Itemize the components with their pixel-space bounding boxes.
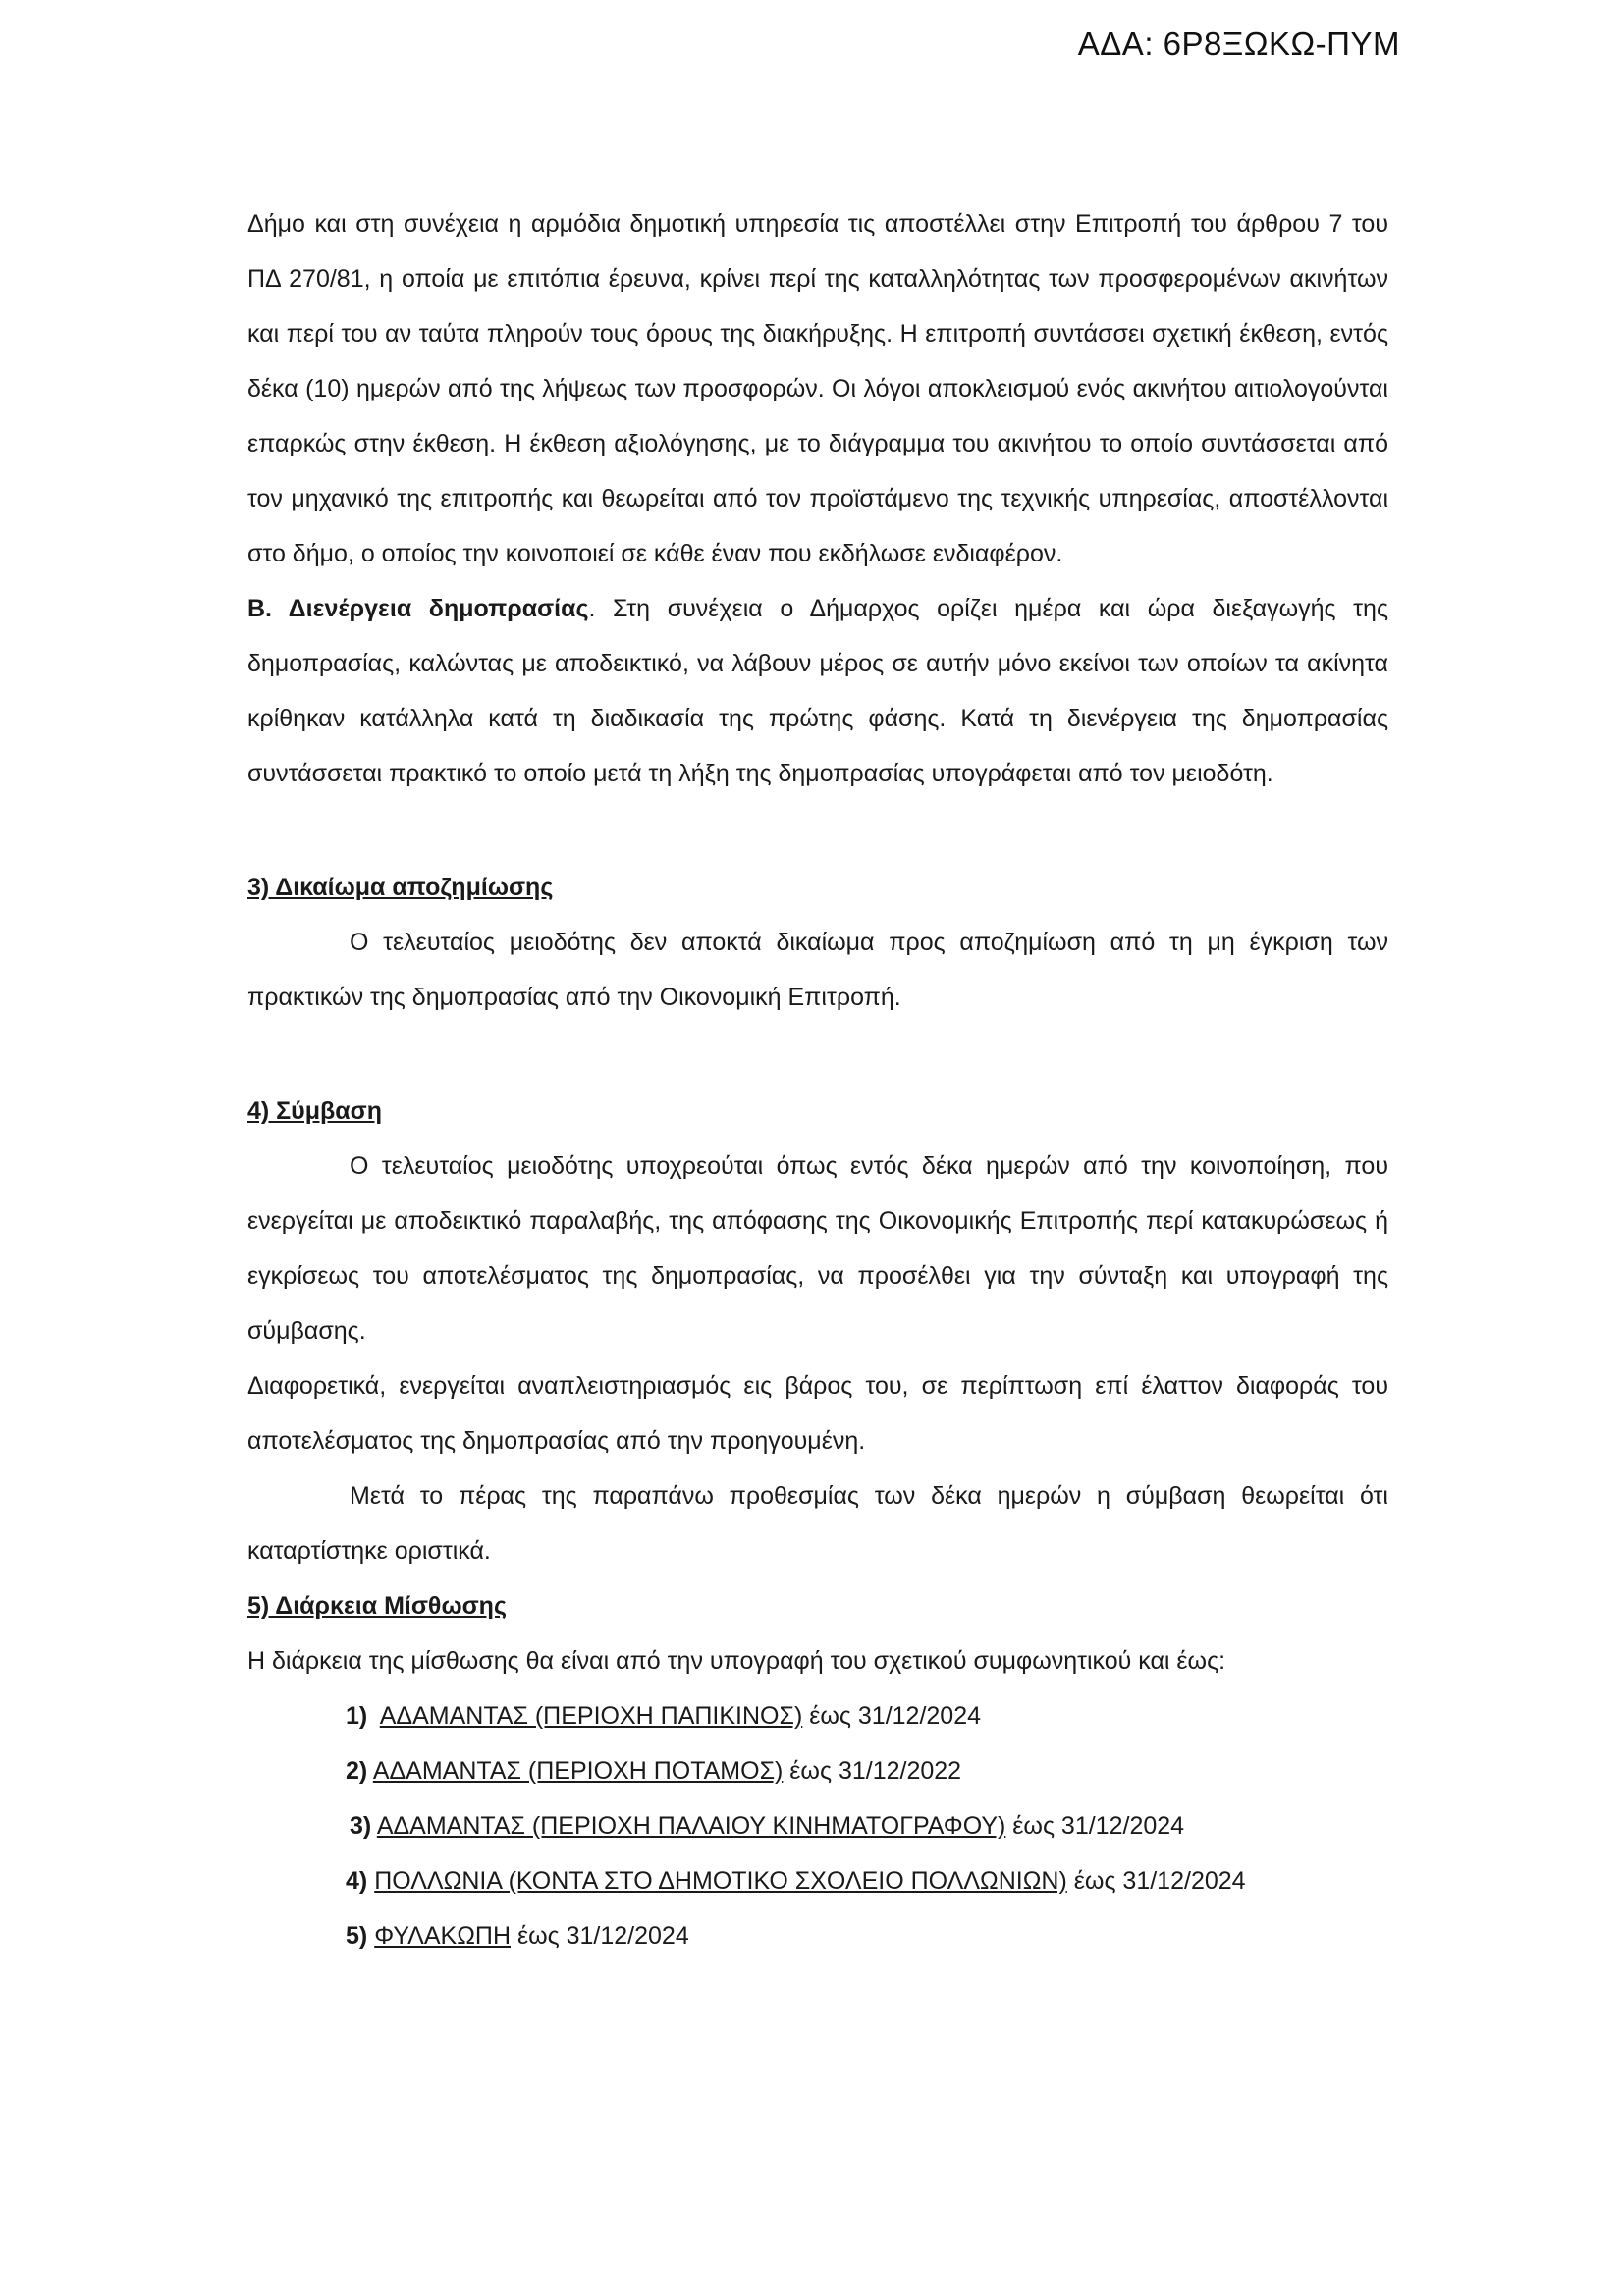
paragraph-evaluation: Δήμο και στη συνέχεια η αρμόδια δημοτική υπηρεσία τις αποστέλλει στην Επιτροπή του άρθρου 7 του ΠΔ 270/81, η οποία με επιτόπια έρευνα, κρίνει περί της καταλληλότητας των προσφερομένων ακινήτων και περί του αν ταύτα πληρούν τους όρους της διακήρυξης. Η επιτροπή συντάσσει σχετική έκθεση, εντός δέκα (10) ημερών από της λήψεως των προσφορών. Οι λόγοι αποκλεισμού ενός ακινήτου αιτιολογούνται επαρκώς στην έκθεση. Η έκθεση αξιολόγησης, με το διάγραμμα του ακινήτου το οποίο συντάσσεται από τον μηχανικό της επιτροπής και θεωρείται από τον προϊστάμενο της τεχνικής υπηρεσίας, αποστέλλονται στο δήμο, ο οποίος την κοινοποιεί σε κάθε έναν που εκδήλωσε ενδιαφέρον. (247, 210, 1388, 567)
list-item: 1) ΑΔΑΜΑΝΤΑΣ (ΠΕΡΙΟΧΗ ΠΑΠΙΚΙΝΟΣ) έως 31/12/2024 (346, 1702, 982, 1730)
document-body (247, 196, 1388, 1963)
section3-text: Ο τελευταίος μειοδότης δεν αποκτά δικαίωμα προς αποζημίωση από τη μη έγκριση των πρακτικών της δημοπρασίας από την Οικονομική Επιτροπή. (247, 929, 1388, 1011)
section4-text3: Μετά το πέρας της παραπάνω προθεσμίας των δέκα ημερών η σύμβαση θεωρείται ότι καταρτίστηκε οριστικά. (247, 1482, 1388, 1565)
section4-text1: Ο τελευταίος μειοδότης υποχρεούται όπως εντός δέκα ημερών από την κοινοποίηση, που ενεργείται με αποδεικτικό παραλαβής, της απόφασης της Οικονομικής Επιτροπής περί κατακυρώσεως ή εγκρίσεως του αποτελέσματος της δημοπρασίας, να προσέλθει για την σύνταξη και υπογραφή της σύμβασης. (247, 1152, 1388, 1345)
auction-text: . Στη συνέχεια ο Δήμαρχος ορίζει ημέρα και ώρα διεξαγωγής της δημοπρασίας, καλώντας με αποδεικτικό, να λάβουν μέρος σε αυτήν μόνο εκείνοι των οποίων τα ακίνητα κρίθηκαν κατάλληλα κατά τη διαδικασία της πρώτης φάσης. Κατά τη διενέργεια της δημοπρασίας συντάσσεται πρακτικό το οποίο μετά τη λήξη της δημοπρασίας υπογράφεται από τον μειοδότη. (247, 595, 1389, 787)
list-item: 5) ΦΥΛΑΚΩΠΗ έως 31/12/2024 (346, 1922, 689, 1949)
spacer (247, 1025, 1388, 1084)
section5-intro: Η διάρκεια της μίσθωσης θα είναι από την υπογραφή του σχετικού συμφωνητικού και έως: (247, 1647, 1226, 1675)
duration-list (247, 1688, 1388, 1963)
paragraph-auction (247, 581, 1388, 801)
spacer (247, 801, 1388, 860)
list-item: 4) ΠΟΛΛΩΝΙΑ (ΚΟΝΤΑ ΣΤΟ ΔΗΜΟΤΙΚΟ ΣΧΟΛΕΙΟ ΠΟΛΛΩΝΙΩΝ) έως 31/12/2024 (346, 1867, 1246, 1895)
section5-title: 5) Διάρκεια Μίσθωσης (247, 1592, 507, 1620)
section3-title: 3) Δικαίωμα αποζημίωσης (247, 874, 554, 901)
section4-text2: Διαφορετικά, ενεργείται αναπλειστηριασμός εις βάρος του, σε περίπτωση επί έλαττον διαφοράς του αποτελέσματος της δημοπρασίας από την προηγουμένη. (247, 1372, 1388, 1455)
list-item: 3) ΑΔΑΜΑΝΤΑΣ (ΠΕΡΙΟΧΗ ΠΑΛΑΙΟΥ ΚΙΝΗΜΑΤΟΓΡΑΦΟΥ) έως 31/12/2024 (350, 1812, 1185, 1840)
list-item: 2) ΑΔΑΜΑΝΤΑΣ (ΠΕΡΙΟΧΗ ΠΟΤΑΜΟΣ) έως 31/12/2022 (346, 1757, 962, 1785)
section4-title: 4) Σύμβαση (247, 1097, 383, 1125)
auction-heading: Β. Διενέργεια δημοπρασίας (247, 595, 589, 622)
ada-code: ΑΔΑ: 6Ρ8ΞΩΚΩ-ΠΥΜ (1077, 26, 1400, 62)
